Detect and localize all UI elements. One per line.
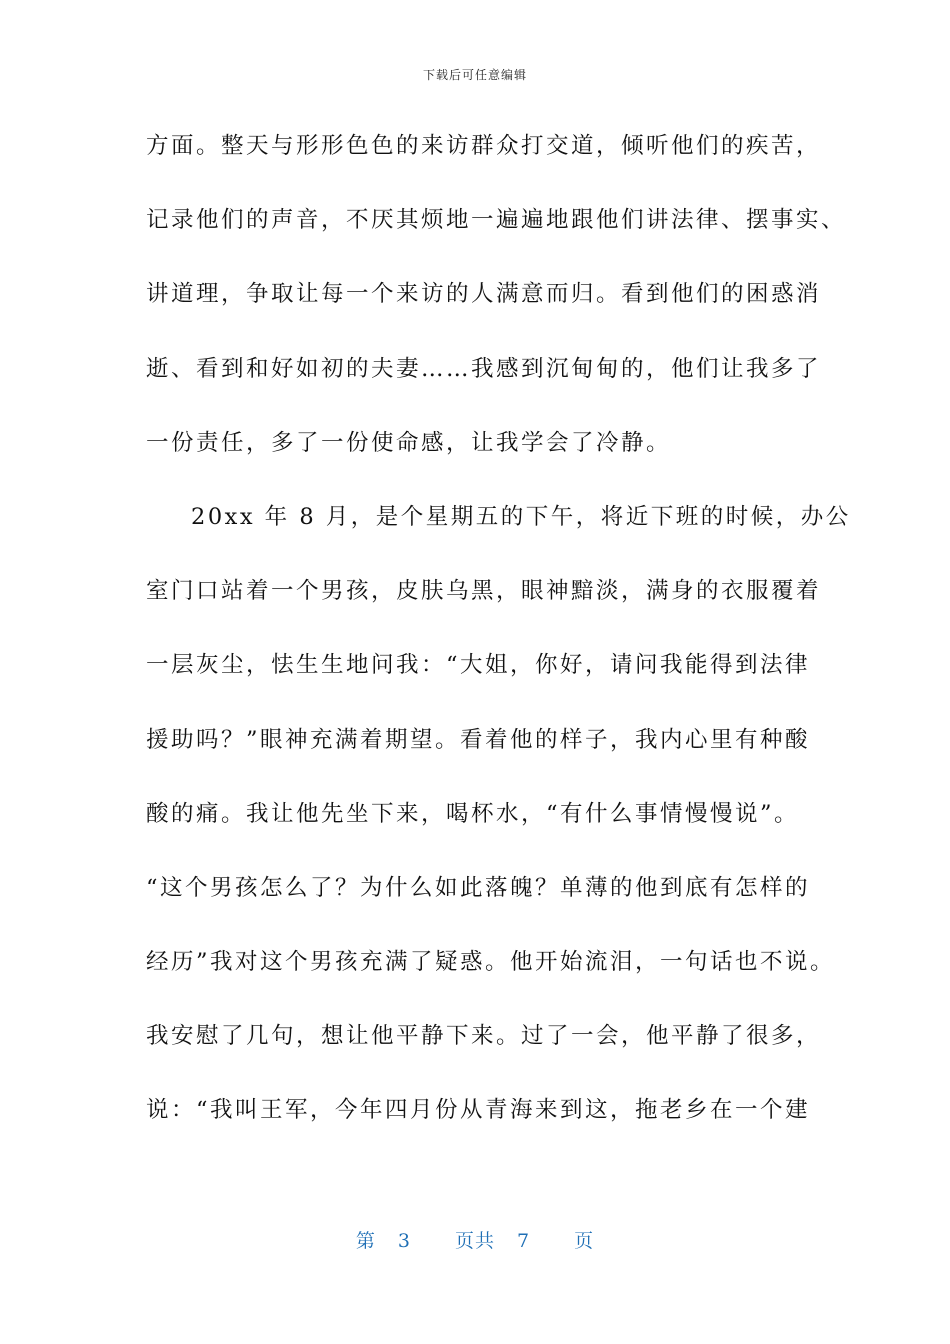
page-suffix: 页 [574,1230,595,1252]
text-line: 室门口站着一个男孩，皮肤乌黑，眼神黯淡，满身的衣服覆着 [146,578,822,605]
text-line: 援助吗？”眼神充满着期望。看着他的样子，我内心里有种酸 [146,726,811,753]
text-line: 一层灰尘，怯生生地问我：“大姐，你好，请问我能得到法律 [146,652,811,679]
page-total: 7 [517,1230,531,1252]
page-middle: 页共 [454,1230,495,1252]
text-line: “这个男孩怎么了？为什么如此落魄？单薄的他到底有怎样的 [146,874,811,901]
page-number-footer [0,1226,950,1253]
text-line: 讲道理，争取让每一个来访的人满意而归。看到他们的困惑消 [146,281,822,308]
page-header-note: 下载后可任意编辑 [422,68,527,82]
text-line: 一份责任，多了一份使命感，让我学会了冷静。 [146,429,672,456]
text-line: 经历”我对这个男孩充满了疑惑。他开始流泪，一句话也不说。 [146,949,836,976]
text-line: 酸的痛。我让他先坐下来，喝杯水，“有什么事情慢慢说”。 [146,800,800,827]
document-body [146,126,851,1165]
page-current: 3 [397,1230,411,1252]
text-line: 记录他们的声音，不厌其烦地一遍遍地跟他们讲法律、摆事实、 [146,207,847,234]
text-line: 逝、看到和好如初的夫妻……我感到沉甸甸的，他们让我多了 [146,355,822,382]
text-line: 方面。整天与形形色色的来访群众打交道，倾听他们的疾苦， [146,133,822,159]
text-line: 我安慰了几句，想让他平静下来。过了一会，他平静了很多， [146,1023,822,1050]
page-prefix: 第 [355,1230,376,1252]
text-line: 说：“我叫王军，今年四月份从青海来到这，拖老乡在一个建 [146,1097,811,1124]
text-line: 20xx 年 8 月，是个星期五的下午，将近下班的时候，办公 [191,503,851,530]
